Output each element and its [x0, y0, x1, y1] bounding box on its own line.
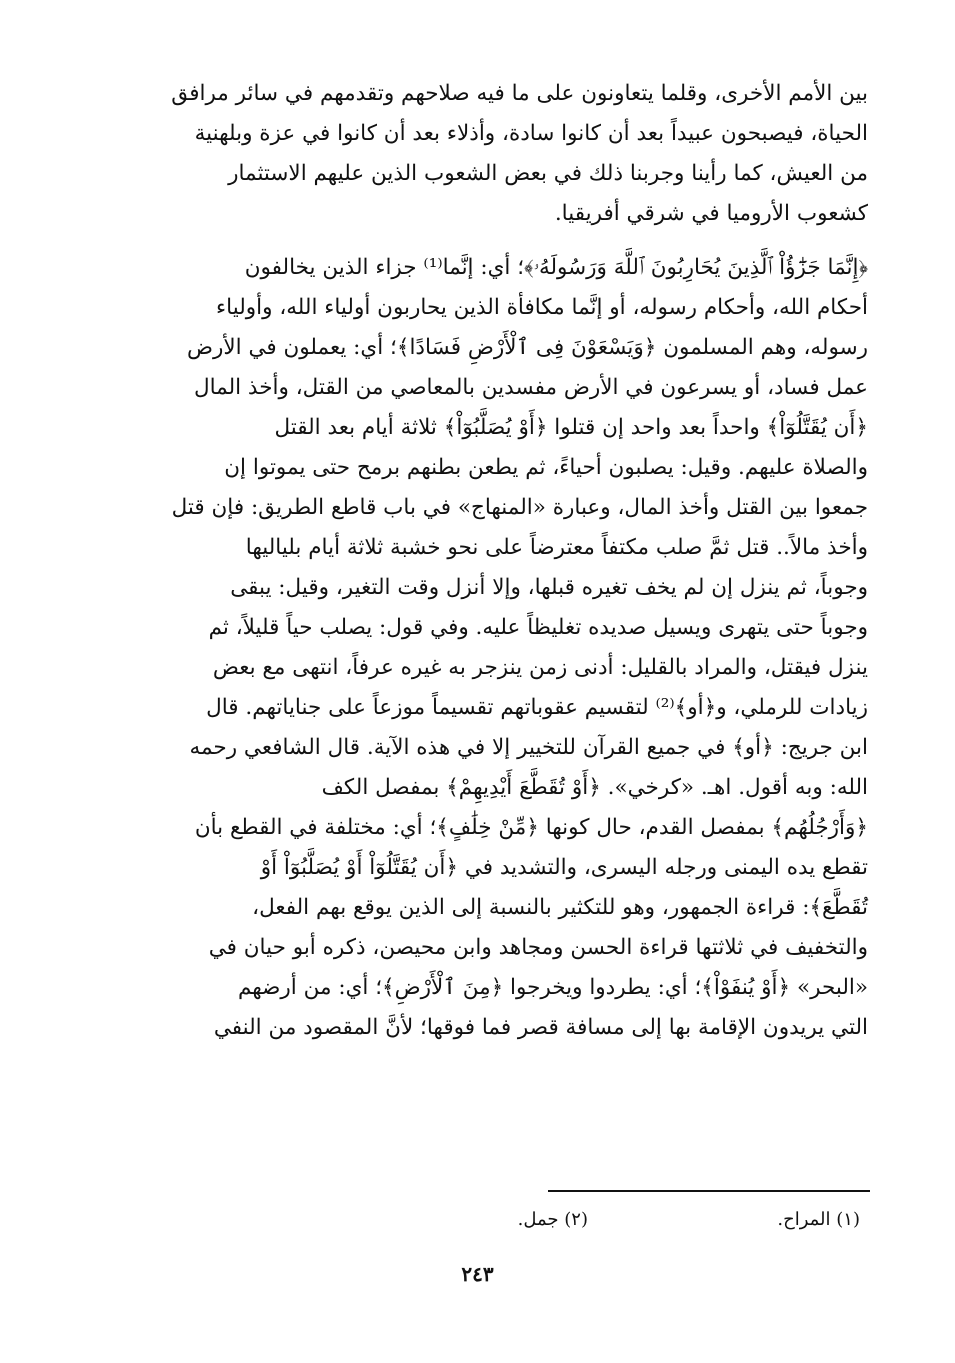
- text-line: «البحر» ﴿أَوْ يُنفَوْاْ﴾؛ أي: يطردوا ويخرجوا ﴿مِنَ ٱلْأَرْضِ﴾؛ أي: من أرضهم: [237, 975, 868, 1000]
- footnote-2: (٢) جمل.: [517, 1209, 588, 1230]
- text-line: أحكام الله، وأحكام رسوله، أو إنَّما مكافأة الذين يحاربون أولياء الله، وأولياء: [216, 295, 868, 320]
- text-line: رسوله، وهم المسلمون ﴿وَيَسْعَوْنَ فِى ٱلْأَرْضِ فَسَادًا﴾؛ أي: يعملون في الأرض: [187, 335, 868, 360]
- text-line: الله: وبه أقول. اهـ. «كرخي». ﴿أَوْ تُقَطَّعَ أَيْدِيهِمْ﴾ بمفصل الكف: [321, 775, 868, 800]
- text-line: الحياة، فيصبحون عبيداً بعد أن كانوا سادة، وأذلاء بعد أن كانوا في عزة وبلهنية: [194, 121, 868, 146]
- page-number: ٢٤٣: [461, 1262, 494, 1286]
- paragraph-2: [96, 248, 868, 1048]
- text-line: عمل فساد، أو يسرعون في الأرض مفسدين بالمعاصي من القتل، وأخذ المال: [193, 375, 868, 400]
- text-line: بين الأمم الأخرى، وقلما يتعاونون على ما فيه صلاحهم وتقدمهم في سائر مرافق: [171, 81, 868, 106]
- text-line: والصلاة عليهم. وقيل: يصلبون أحياءً، ثم يطعن بطنهم برمح حتى يموتوا إن: [224, 455, 868, 480]
- text-line: ﴿إِنَّمَا جَزَٰٓؤُاْ ٱلَّذِينَ يُحَارِبُونَ ٱللَّهَ وَرَسُولَهُۥ﴾؛ أي: إنَّما⁽¹⁾ جزاء الذين يخالفون: [244, 255, 868, 280]
- text-line: تُقَطَّعَ﴾: قراءة الجمهور، وهو للتكثير بالنسبة إلى الذين يوقع بهم الفعل،: [252, 895, 868, 920]
- footnote-1: (١) المراح.: [777, 1209, 860, 1230]
- text-line: التي يريدون الإقامة بها إلى مسافة قصر فما فوقها؛ لأنَّ المقصود من النفي: [213, 1015, 868, 1040]
- text-line: زيادات للرملي، و﴿أو﴾⁽²⁾ لتقسيم عقوباتهم تقسيماً موزعاً على جناياتهم. قال: [206, 695, 868, 720]
- page-body: [96, 74, 868, 1048]
- text-line: جمعوا بين القتل وأخذ المال، وعبارة «المنهاج» في باب قاطع الطريق: فإن قتل: [171, 495, 868, 520]
- text-line: وجوباً حتى يتهرى ويسيل صديده تغليظاً عليه. وفي قول: يصلب حياً قليلاً، ثم: [208, 615, 868, 640]
- text-line: ينزل فيقتل، والمراد بالقليل: أدنى زمن ينزجر به غيره عرفاً، انتهى مع بعض: [212, 655, 868, 680]
- text-line: وأخذ مالاً.. قتل ثمَّ صلب مكتفاً معترضاً على نحو خشبة ثلاثة أيام بلياليها: [245, 535, 868, 560]
- text-line: والتخفيف في ثلاثتها قراءة الحسن ومجاهد وابن محيصن، ذكره أبو حيان في: [208, 935, 868, 960]
- text-line: ﴿وَأَرْجُلُهُم﴾ بمفصل القدم، حال كونها ﴿مِّنْ خِلَٰفٍ﴾؛ أي: مختلفة في القطع بأن: [194, 815, 868, 840]
- text-line: وجوباً، ثم ينزل إن لم يخف تغيره قبلها، وإلا أنزل وقت التغير، وقيل: يبقى: [230, 575, 868, 600]
- text-line: ﴿أَن يُقَتَّلُوٓاْ﴾ واحداً بعد واحد إن قتلوا ﴿أَوْ يُصَلَّبُوٓاْ﴾ ثلاثة أيام بعد القتل: [274, 415, 868, 440]
- paragraph-1: [96, 74, 868, 234]
- footnote-divider: [548, 1190, 870, 1192]
- text-line: ابن جريج: ﴿أو﴾ في جميع القرآن للتخيير إلا في هذه الآية. قال الشافعي رحمه: [189, 735, 868, 760]
- text-line: تقطع يده اليمنى ورجله اليسرى، والتشديد في ﴿أَن يُقَتَّلُوٓاْ أَوْ يُصَلَّبُوٓاْ أَوْ: [260, 855, 868, 880]
- text-line: كشعوب الأروميا في شرقي أفريقيا.: [554, 201, 868, 226]
- text-line: من العيش، كما رأينا وجربنا ذلك في بعض الشعوب الذين عليهم الاستثمار: [228, 161, 868, 186]
